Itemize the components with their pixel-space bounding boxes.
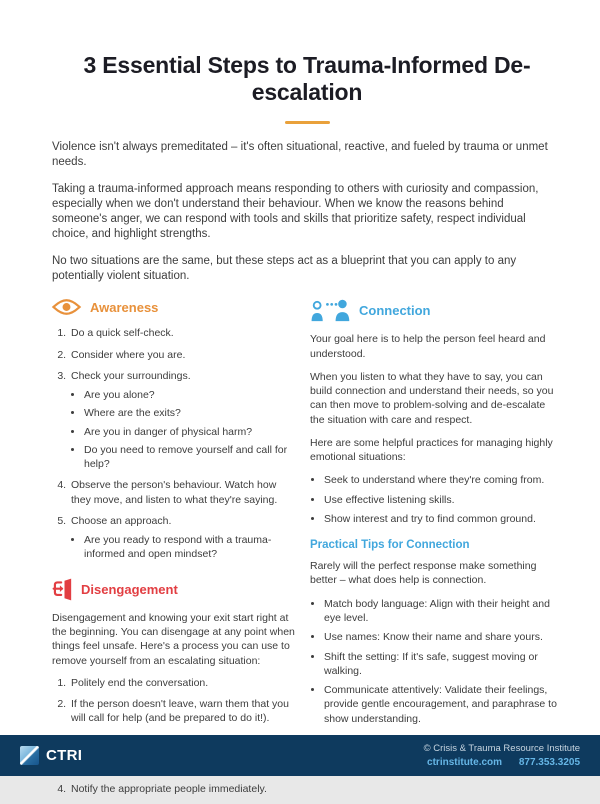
two-people-icon (310, 298, 350, 322)
connection-practices-list (310, 473, 562, 526)
exit-door-icon (52, 578, 72, 601)
intro-paragraph-3: No two situations are the same, but these steps act as a blueprint that you can apply to any potentially violent situation. (52, 254, 517, 282)
ctri-logo (20, 746, 82, 765)
list-item: • Seek to understand where they're coming from. (324, 473, 562, 487)
ctri-logo-icon (20, 746, 39, 765)
sub-list-item: • Do you need to remove yourself and call for help? (84, 443, 298, 472)
list-item: • Shift the setting: If it's safe, suggest moving or walking. (324, 650, 562, 679)
awareness-heading: Awareness (90, 299, 159, 315)
sub-bullet-list (71, 533, 298, 562)
list-item-text: Observe the person's behaviour. Watch how they move, and listen to what they're saying. (71, 479, 278, 506)
practical-tips-heading: Practical Tips for Connection (310, 539, 470, 552)
awareness-section (52, 298, 298, 561)
left-column (52, 298, 298, 803)
sub-list-item: • Where are the exits? (84, 406, 298, 420)
disengagement-heading: Disengagement (81, 581, 178, 597)
connection-header (310, 298, 562, 322)
practical-tips-list (310, 597, 562, 726)
sub-list-item: • Are you in danger of physical harm? (84, 425, 298, 439)
practical-tips-intro: Rarely will the perfect response make something better – what does help is connection. (310, 560, 537, 587)
connection-section (310, 298, 562, 726)
connection-paragraph-3: Here are some helpful practices for managing highly emotional situations: (310, 436, 553, 464)
list-item: • Show interest and try to find common ground. (324, 512, 562, 526)
website-link[interactable]: ctrinstitute.com (427, 757, 503, 768)
intro-section (52, 140, 562, 284)
disengagement-header (52, 578, 298, 601)
ctri-logo-text: CTRI (46, 747, 83, 764)
connection-heading: Connection (359, 302, 431, 318)
sub-list-item: • Are you ready to respond with a trauma-informed and open mindset? (84, 533, 298, 562)
intro-paragraph-2: Taking a trauma-informed approach means responding to others with curiosity and compassion, especially when we don't understand their behaviour. When we know the reasons behind someone's anger, we can respond with tools and skills that prioritize safety, respect individual choice, and highlight strengths. (52, 182, 539, 241)
intro-paragraph-1: Violence isn't always premeditated – it's often situational, reactive, and fueled by trauma or unmet needs. (52, 141, 548, 169)
list-item: • Communicate attentively: Validate their feelings, provide gentle encouragement, and paraphrase to show understanding. (324, 683, 562, 726)
list-item: 1. Politely end the conversation. (69, 676, 298, 690)
list-item-text: Do a quick self-check. (71, 327, 174, 340)
connection-paragraph-2: When you listen to what they have to say, you can build connection and understand their needs, so you can then move to problem-solving and de-escalate the situation with care and respect. (310, 370, 554, 426)
list-item (69, 514, 298, 562)
two-column-layout (52, 298, 562, 803)
connection-paragraph-1: Your goal here is to help the person feel heard and understood. (310, 333, 546, 360)
copyright-text: © Crisis & Trauma Resource Institute (423, 743, 580, 754)
sub-list-item: • Are you alone? (84, 388, 298, 402)
title-divider-dash (285, 121, 330, 124)
sub-bullet-list (71, 388, 298, 471)
contact-line (424, 757, 580, 768)
list-item-text: Choose an approach. (71, 514, 172, 527)
list-item (69, 348, 298, 362)
list-item (69, 369, 298, 472)
awareness-list (52, 326, 298, 561)
phone-number: 877.353.3205 (518, 757, 580, 768)
list-item: 4. Notify the appropriate people immediately. (69, 782, 298, 796)
list-item (69, 326, 298, 340)
eye-icon (52, 298, 81, 316)
list-item (69, 478, 298, 507)
list-item: 2. If the person doesn't leave, warn them that you will call for help (and be prepared to do it!). (69, 697, 298, 726)
list-item-text: Check your surroundings. (71, 369, 191, 382)
footer-bar (0, 735, 600, 776)
disengagement-intro: Disengagement and knowing your exit start right at the beginning. You can disengage at any point when things feel unsafe. Here's a process you can use to remove yourself from an escalating situation: (52, 611, 295, 667)
list-item: • Use effective listening skills. (324, 493, 562, 507)
page-title: 3 Essential Steps to Trauma-Informed De-escalation (83, 52, 531, 105)
right-column (310, 298, 562, 803)
list-item-text: Consider where you are. (71, 348, 186, 361)
list-item: • Match body language: Align with their height and eye level. (324, 597, 562, 626)
list-item: • Use names: Know their name and share yours. (324, 630, 562, 644)
awareness-header (52, 298, 298, 316)
footer-contact-block (424, 743, 580, 768)
